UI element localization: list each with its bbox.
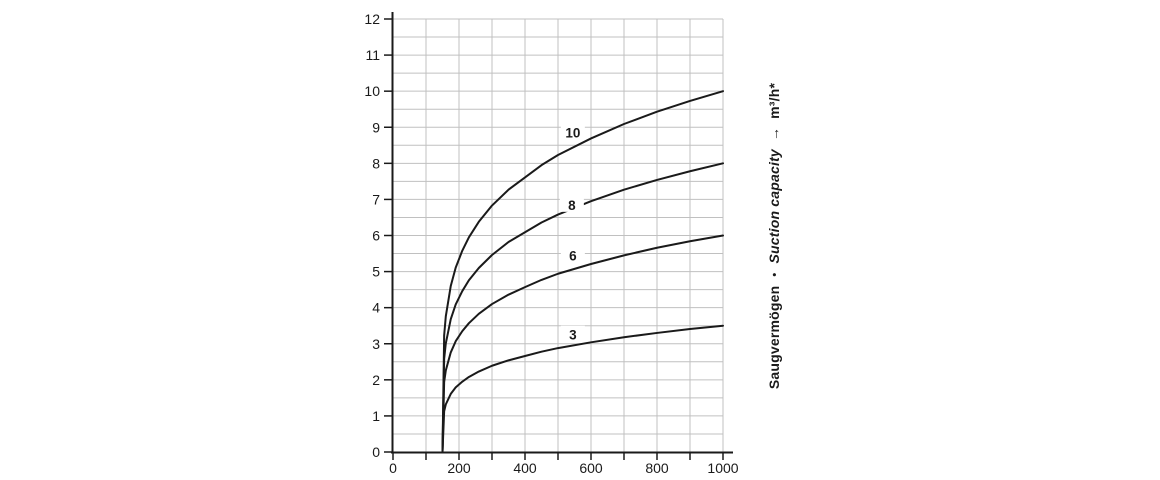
up-arrow-icon: → <box>766 126 782 142</box>
bullet-separator-icon: • <box>769 272 781 277</box>
curve-label-6: 6 <box>569 248 577 264</box>
y-axis-title-english: Suction capacity <box>766 149 782 264</box>
y-tick-label: 3 <box>372 335 380 352</box>
x-tick-label: 600 <box>579 460 603 476</box>
y-tick-label: 4 <box>372 299 380 316</box>
axis-ticks <box>384 19 723 460</box>
x-tick-label: 400 <box>513 460 537 476</box>
y-tick-label: 0 <box>372 444 380 460</box>
curve-labels <box>560 124 585 343</box>
y-axis-title-german: Saugvermögen <box>766 285 782 390</box>
y-tick-labels <box>364 11 380 460</box>
y-tick-label: 2 <box>372 371 380 388</box>
curve-label-3: 3 <box>569 327 577 343</box>
x-tick-label: 1000 <box>707 460 739 476</box>
y-tick-label: 9 <box>372 119 380 136</box>
x-tick-labels <box>389 460 739 476</box>
axes <box>391 12 733 453</box>
y-tick-label: 5 <box>372 263 380 280</box>
y-tick-label: 10 <box>364 83 380 100</box>
curve-3 <box>443 326 724 452</box>
curve-label-10: 10 <box>565 125 581 141</box>
y-tick-label: 1 <box>372 407 380 424</box>
curve-label-8: 8 <box>568 197 576 213</box>
y-tick-label: 7 <box>372 191 380 208</box>
x-tick-label: 200 <box>447 460 471 476</box>
y-axis-title <box>766 83 782 389</box>
y-axis-unit: m³/h* <box>766 82 782 119</box>
y-tick-label: 8 <box>372 155 380 172</box>
y-tick-label: 12 <box>364 11 380 27</box>
y-tick-label: 6 <box>372 227 380 244</box>
y-tick-label: 11 <box>365 47 380 64</box>
x-tick-label: 0 <box>389 460 397 476</box>
x-tick-label: 800 <box>645 460 669 476</box>
